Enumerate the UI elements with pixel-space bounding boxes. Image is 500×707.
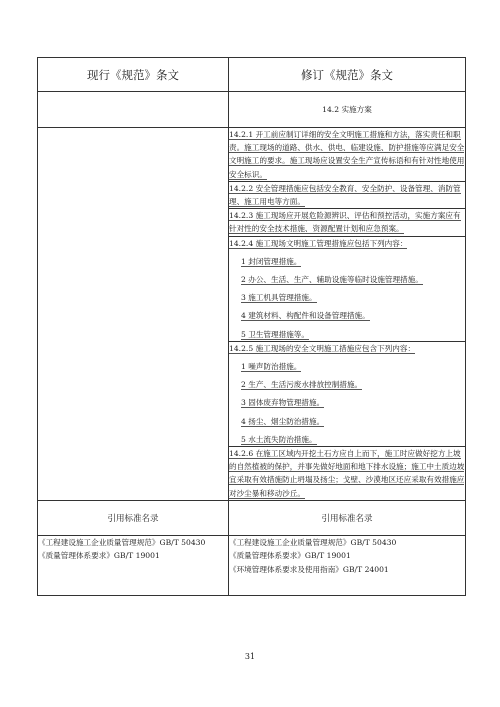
list-item: 5 水土流失防治措施。 bbox=[241, 434, 317, 444]
list-item: 3 固体废弃物管理措施。 bbox=[241, 398, 325, 408]
comparison-table bbox=[37, 57, 466, 596]
refs-revised bbox=[229, 535, 466, 595]
refs-header-revised: 引用标准名录 bbox=[229, 500, 466, 535]
clause-row bbox=[38, 236, 466, 341]
empty-cell bbox=[38, 209, 229, 236]
list-item: 4 建筑材料、构配件和设备管理措施。 bbox=[241, 311, 370, 321]
clause-text: 14.2.3 施工现场应开展危险源辨识、评估和预控活动，实施方案应有针对性的安全技术措施、资源配置计划和应急预案。 bbox=[229, 211, 461, 234]
clause-text: 14.2.1 开工前应制订详细的安全文明施工措施和方法，落实责任和职责。施工现场的道路、供水、供电、临建设施、防护措施等应满足安全文明施工的要求。施工现场应设置安全生产宣传标语和有针对性地使用安全标识。 bbox=[229, 130, 465, 179]
header-revised: 修订《规范》条文 bbox=[229, 58, 466, 92]
clause-row bbox=[38, 341, 466, 446]
clause-row bbox=[38, 181, 466, 208]
ref-item: 《工程建设施工企业质量管理规范》GB/T 50430 bbox=[38, 537, 206, 547]
section-row bbox=[38, 92, 466, 128]
clause-title: 14.2.5 施工现场的安全文明施工措施应包含下列内容： bbox=[229, 343, 416, 353]
list-item: 2 生产、生活污废水排放控制措施。 bbox=[241, 380, 363, 390]
list-item: 1 封闭管理措施。 bbox=[241, 256, 302, 266]
list-item: 2 办公、生活、生产、辅助设施等临时设施管理措施。 bbox=[241, 275, 423, 285]
ref-item: 《质量管理体系要求》GB/T 19001 bbox=[38, 551, 160, 561]
clause-text: 14.2.6 在施工区域内开挖土石方应自上而下，施工时应做好挖方上坡的自然植被的保护，并事先做好地面和地下排水设施；施工中土质边坡宜采取有效措施防止坍塌及扬尘；戈壁、沙漠地区还应采取有效措施应对沙尘暴和移动沙丘。 bbox=[229, 449, 465, 498]
clause-row bbox=[38, 447, 466, 501]
empty-cell bbox=[38, 128, 229, 182]
empty-cell bbox=[38, 92, 229, 128]
page-number: 31 bbox=[244, 652, 256, 661]
refs-row bbox=[38, 535, 466, 595]
clause-14-2-1 bbox=[229, 128, 466, 182]
refs-header-current: 引用标准名录 bbox=[38, 500, 229, 535]
header-row bbox=[38, 58, 466, 92]
ref-item: 《工程建设施工企业质量管理规范》GB/T 50430 bbox=[229, 537, 397, 547]
clause-14-2-5 bbox=[229, 341, 466, 446]
refs-current bbox=[38, 535, 229, 595]
empty-cell bbox=[38, 341, 229, 446]
header-current: 现行《规范》条文 bbox=[38, 58, 229, 92]
list-item: 4 扬尘、烟尘防治措施。 bbox=[241, 416, 325, 426]
list-item: 1 噪声防治措施。 bbox=[241, 362, 302, 372]
clause-14-2-2 bbox=[229, 181, 466, 208]
list-item: 3 施工机具管理措施。 bbox=[241, 293, 317, 303]
empty-cell bbox=[38, 236, 229, 341]
ref-item: 《环境管理体系要求及使用指南》GB/T 24001 bbox=[229, 564, 389, 574]
section-title: 14.2 实施方案 bbox=[229, 92, 466, 128]
clause-title: 14.2.4 施工现场文明施工管理措施应包括下列内容： bbox=[229, 238, 408, 248]
clause-row bbox=[38, 209, 466, 236]
clause-row bbox=[38, 128, 466, 182]
empty-cell bbox=[38, 181, 229, 208]
clause-14-2-3 bbox=[229, 209, 466, 236]
clause-14-2-4 bbox=[229, 236, 466, 341]
ref-item: 《质量管理体系要求》GB/T 19001 bbox=[229, 551, 351, 561]
refs-header-row bbox=[38, 500, 466, 535]
list-item: 5 卫生管理措施等。 bbox=[241, 329, 309, 339]
clause-text: 14.2.2 安全管理措施应包括安全教育、安全防护、设备管理、消防管理、施工用电等方面。 bbox=[229, 183, 461, 207]
clause-14-2-6 bbox=[229, 447, 466, 501]
empty-cell bbox=[38, 447, 229, 501]
